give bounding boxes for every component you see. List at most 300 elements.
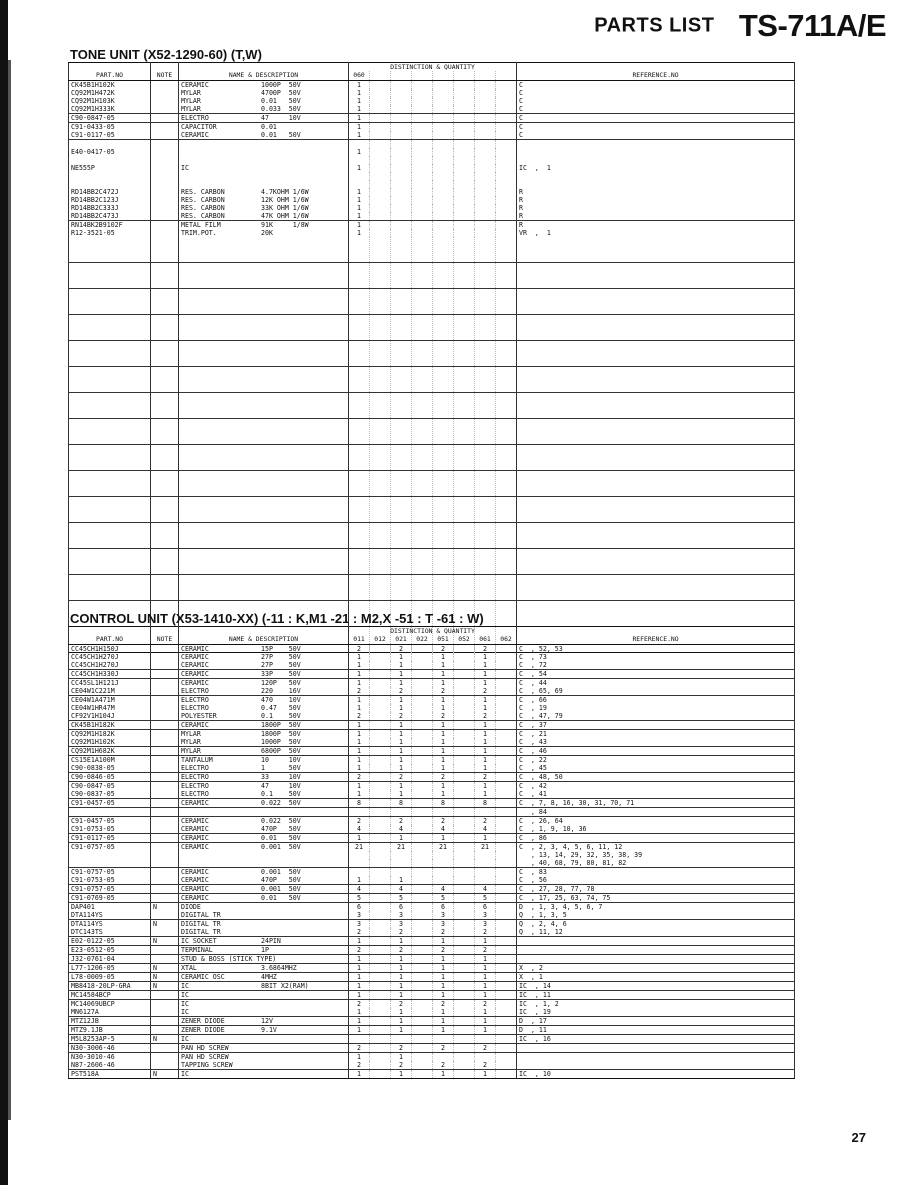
- part-description: 470P 50V: [261, 825, 301, 833]
- name-desc-cell: [179, 937, 349, 946]
- table-row: [69, 982, 795, 991]
- part-description: 0.033 50V: [261, 105, 301, 113]
- quantity-cell: [412, 114, 433, 123]
- note-cell: N: [151, 982, 179, 991]
- quantity-cell: [370, 140, 391, 149]
- part-number: C91-0117-05: [69, 834, 151, 843]
- quantity-cell: 21: [433, 843, 454, 852]
- note-cell: [151, 817, 179, 826]
- quantity-cell: [412, 131, 433, 140]
- dist-code: 021: [391, 635, 412, 645]
- quantity-cell: [412, 653, 433, 661]
- quantity-cell: [454, 123, 475, 132]
- table-row: [69, 928, 795, 937]
- quantity-cell: 2: [433, 946, 454, 955]
- quantity-cell: 1: [391, 704, 412, 712]
- page-header: [594, 8, 886, 44]
- quantity-cell: [496, 885, 517, 894]
- part-description: 47K OHM 1/6W: [261, 212, 309, 220]
- quantity-cell: [454, 1000, 475, 1009]
- quantity-cell: [496, 982, 517, 991]
- reference-number: C , 1, 9, 10, 36: [517, 825, 795, 834]
- table-row: [69, 172, 795, 180]
- note-cell: [151, 834, 179, 843]
- scan-shadow: [8, 60, 11, 1120]
- reference-number: C , 46: [517, 747, 795, 756]
- note-cell: [151, 679, 179, 688]
- name-desc-cell: [179, 89, 349, 97]
- part-number: C91-0757-05: [69, 885, 151, 894]
- table-row: [69, 105, 795, 114]
- quantity-cell: [370, 1053, 391, 1062]
- quantity-cell: 1: [349, 782, 370, 791]
- quantity-cell: [412, 97, 433, 105]
- part-number: J32-0761-04: [69, 955, 151, 964]
- quantity-cell: [454, 712, 475, 721]
- quantity-cell: [496, 1061, 517, 1070]
- reference-number: [517, 1053, 795, 1062]
- quantity-cell: [349, 1035, 370, 1044]
- quantity-cell: [412, 229, 433, 237]
- part-description: 0.001 50V: [261, 843, 301, 851]
- quantity-cell: [391, 204, 412, 212]
- quantity-cell: [370, 696, 391, 705]
- table-row: [69, 221, 795, 230]
- reference-number: IC , 1, 2: [517, 1000, 795, 1009]
- quantity-cell: 3: [433, 920, 454, 929]
- part-name: MYLAR: [181, 738, 201, 746]
- name-desc-cell: [179, 712, 349, 721]
- dist-code: 061: [475, 635, 496, 645]
- quantity-cell: [454, 843, 475, 852]
- quantity-cell: 1: [349, 1070, 370, 1079]
- quantity-cell: [496, 1017, 517, 1026]
- note-cell: N: [151, 973, 179, 982]
- quantity-cell: [391, 851, 412, 859]
- quantity-cell: [433, 221, 454, 230]
- quantity-cell: 1: [391, 955, 412, 964]
- quantity-cell: [370, 817, 391, 826]
- quantity-cell: [454, 653, 475, 661]
- note-cell: [151, 868, 179, 877]
- blank-row: [69, 393, 795, 419]
- quantity-cell: [370, 756, 391, 765]
- quantity-cell: 1: [391, 991, 412, 1000]
- quantity-cell: [454, 937, 475, 946]
- name-desc-cell: [179, 670, 349, 679]
- quantity-cell: [475, 140, 496, 149]
- table-header-row: [69, 71, 795, 81]
- quantity-cell: 1: [433, 670, 454, 679]
- quantity-cell: [370, 229, 391, 237]
- quantity-cell: [496, 834, 517, 843]
- quantity-cell: [370, 196, 391, 204]
- table-row: [69, 851, 795, 859]
- part-number: N30-3006-46: [69, 1044, 151, 1053]
- quantity-cell: [370, 911, 391, 920]
- quantity-cell: [433, 851, 454, 859]
- note-cell: [151, 653, 179, 661]
- quantity-cell: [496, 148, 517, 156]
- quantity-cell: [370, 1026, 391, 1035]
- quantity-cell: 1: [349, 747, 370, 756]
- name-desc-cell: [179, 131, 349, 140]
- quantity-cell: 1: [349, 196, 370, 204]
- quantity-cell: [412, 747, 433, 756]
- quantity-cell: [370, 653, 391, 661]
- quantity-cell: [454, 859, 475, 868]
- quantity-cell: 1: [475, 670, 496, 679]
- quantity-cell: 3: [433, 911, 454, 920]
- quantity-cell: 2: [391, 928, 412, 937]
- quantity-cell: 1: [349, 123, 370, 132]
- table-row: [69, 1017, 795, 1026]
- quantity-cell: [370, 920, 391, 929]
- quantity-cell: [412, 955, 433, 964]
- quantity-cell: [496, 212, 517, 221]
- part-number: [69, 859, 151, 868]
- quantity-cell: 1: [391, 721, 412, 730]
- quantity-cell: [496, 808, 517, 817]
- blank-row: [69, 497, 795, 523]
- quantity-cell: [454, 928, 475, 937]
- quantity-cell: [412, 1070, 433, 1079]
- quantity-cell: [391, 97, 412, 105]
- table-row: [69, 1000, 795, 1009]
- table-row: [69, 868, 795, 877]
- quantity-cell: [412, 188, 433, 196]
- quantity-cell: [412, 834, 433, 843]
- part-name: CERAMIC: [181, 670, 209, 678]
- blank-row: [69, 549, 795, 575]
- note-cell: [151, 164, 179, 172]
- name-desc-cell: [179, 114, 349, 123]
- reference-number: C: [517, 123, 795, 132]
- quantity-cell: [412, 730, 433, 739]
- quantity-cell: [496, 1026, 517, 1035]
- quantity-cell: [496, 1008, 517, 1017]
- quantity-cell: 1: [475, 1026, 496, 1035]
- quantity-cell: 2: [349, 773, 370, 782]
- part-name: CERAMIC: [181, 834, 209, 842]
- quantity-cell: 2: [433, 712, 454, 721]
- table-row: [69, 1053, 795, 1062]
- part-name: TRIM.POT.: [181, 229, 217, 237]
- table-row: [69, 164, 795, 172]
- part-number: [69, 851, 151, 859]
- blank-row: [69, 471, 795, 497]
- part-number: M5L8253AP-5: [69, 1035, 151, 1044]
- quantity-cell: 2: [433, 773, 454, 782]
- quantity-cell: 1: [391, 1008, 412, 1017]
- control-unit-table: [68, 626, 795, 1079]
- reference-number: C , 26, 64: [517, 817, 795, 826]
- distinction-header: DISTINCTION & QUANTITY: [349, 63, 517, 72]
- quantity-cell: [370, 894, 391, 903]
- quantity-cell: [454, 817, 475, 826]
- table-row: [69, 747, 795, 756]
- reference-number: IC , 11: [517, 991, 795, 1000]
- quantity-cell: [412, 756, 433, 765]
- quantity-cell: 2: [433, 645, 454, 654]
- blank-row: [69, 445, 795, 471]
- quantity-cell: [475, 105, 496, 114]
- note-cell: N: [151, 937, 179, 946]
- quantity-cell: [370, 946, 391, 955]
- table-row: [69, 911, 795, 920]
- quantity-cell: 1: [349, 148, 370, 156]
- quantity-cell: [496, 123, 517, 132]
- part-name: RES. CARBON: [181, 196, 225, 204]
- quantity-cell: [370, 730, 391, 739]
- quantity-cell: [412, 911, 433, 920]
- table-row: [69, 188, 795, 196]
- quantity-cell: 1: [349, 1017, 370, 1026]
- reference-number: [517, 180, 795, 188]
- part-name: PAN HD SCREW: [181, 1044, 229, 1052]
- reference-number: [517, 955, 795, 964]
- quantity-cell: 1: [475, 747, 496, 756]
- part-description: 33P 50V: [261, 670, 301, 678]
- quantity-cell: [412, 773, 433, 782]
- quantity-cell: [475, 156, 496, 164]
- quantity-cell: [370, 1035, 391, 1044]
- name-desc-cell: [179, 229, 349, 237]
- quantity-cell: [454, 1017, 475, 1026]
- table-row: [69, 808, 795, 817]
- part-description: 47 10V: [261, 114, 301, 122]
- part-description: 33 10V: [261, 773, 301, 781]
- quantity-cell: [412, 204, 433, 212]
- part-name: CERAMIC: [181, 799, 209, 807]
- quantity-cell: [412, 903, 433, 912]
- quantity-cell: [412, 196, 433, 204]
- quantity-cell: [412, 738, 433, 747]
- reference-number: R: [517, 196, 795, 204]
- quantity-cell: 2: [349, 1044, 370, 1053]
- quantity-cell: [391, 1035, 412, 1044]
- quantity-cell: 2: [349, 712, 370, 721]
- part-name: POLYESTER: [181, 712, 217, 720]
- quantity-cell: 1: [433, 730, 454, 739]
- quantity-cell: 21: [475, 843, 496, 852]
- quantity-cell: [496, 946, 517, 955]
- part-name: RES. CARBON: [181, 212, 225, 220]
- blank-row: [69, 263, 795, 289]
- dist-code: 062: [496, 635, 517, 645]
- part-description: 9.1V: [261, 1026, 277, 1034]
- quantity-cell: 5: [475, 894, 496, 903]
- part-number: CC45CH1H330J: [69, 670, 151, 679]
- quantity-cell: 1: [349, 1008, 370, 1017]
- quantity-cell: [454, 221, 475, 230]
- name-desc-cell: [179, 1044, 349, 1053]
- quantity-cell: [412, 868, 433, 877]
- quantity-cell: [475, 221, 496, 230]
- quantity-cell: [370, 645, 391, 654]
- table-row: [69, 156, 795, 164]
- quantity-cell: [412, 764, 433, 773]
- part-number: E23-0512-05: [69, 946, 151, 955]
- table-row: [69, 790, 795, 799]
- quantity-cell: [454, 764, 475, 773]
- part-number: R12-3521-05: [69, 229, 151, 237]
- name-desc-cell: [179, 679, 349, 688]
- name-desc-cell: [179, 817, 349, 826]
- quantity-cell: 2: [475, 817, 496, 826]
- part-number: C91-0117-05: [69, 131, 151, 140]
- table-row: [69, 946, 795, 955]
- quantity-cell: [370, 903, 391, 912]
- quantity-cell: [454, 229, 475, 237]
- table-row: [69, 653, 795, 661]
- quantity-cell: 1: [433, 679, 454, 688]
- quantity-cell: [391, 180, 412, 188]
- name-desc-cell: [179, 221, 349, 230]
- quantity-cell: 8: [433, 799, 454, 808]
- note-cell: [151, 764, 179, 773]
- table-row: [69, 712, 795, 721]
- table-row: [69, 123, 795, 132]
- part-number: N30-3010-46: [69, 1053, 151, 1062]
- quantity-cell: 1: [475, 834, 496, 843]
- quantity-cell: [454, 645, 475, 654]
- part-number: CQ92M1H333K: [69, 105, 151, 114]
- quantity-cell: 1: [391, 782, 412, 791]
- quantity-cell: [433, 1053, 454, 1062]
- quantity-cell: 1: [391, 738, 412, 747]
- reference-number: C , 44: [517, 679, 795, 688]
- quantity-cell: [370, 868, 391, 877]
- reference-number: R: [517, 212, 795, 221]
- blank-row: [69, 237, 795, 263]
- part-number: DTA114YS: [69, 920, 151, 929]
- quantity-cell: [412, 885, 433, 894]
- quantity-cell: 1: [475, 704, 496, 712]
- quantity-cell: [370, 670, 391, 679]
- quantity-cell: 1: [433, 790, 454, 799]
- part-description: 0.01 50V: [261, 97, 301, 105]
- quantity-cell: 2: [433, 1044, 454, 1053]
- part-no-header: PART.NO: [69, 635, 151, 645]
- quantity-cell: [496, 679, 517, 688]
- name-desc-cell: [179, 123, 349, 132]
- quantity-cell: 1: [391, 679, 412, 688]
- quantity-cell: 1: [349, 221, 370, 230]
- part-name: ELECTRO: [181, 696, 209, 704]
- part-name: CERAMIC: [181, 825, 209, 833]
- quantity-cell: [412, 851, 433, 859]
- reference-number: C , 41: [517, 790, 795, 799]
- quantity-cell: 1: [433, 1008, 454, 1017]
- part-name: ELECTRO: [181, 704, 209, 712]
- control-unit-title: CONTROL UNIT (X53-1410-XX) (-11 : K,M1 -21 : M2,X -51 : T -61 : W): [70, 611, 484, 626]
- name-desc-cell: [179, 687, 349, 696]
- quantity-cell: [454, 721, 475, 730]
- quantity-cell: [391, 868, 412, 877]
- quantity-cell: 1: [475, 790, 496, 799]
- note-cell: [151, 859, 179, 868]
- dist-code: 022: [412, 635, 433, 645]
- part-number: C91-0757-05: [69, 868, 151, 877]
- table-row: [69, 1044, 795, 1053]
- quantity-cell: 1: [433, 1017, 454, 1026]
- part-number: MTZ12JB: [69, 1017, 151, 1026]
- part-description: 220 16V: [261, 687, 301, 695]
- quantity-cell: 2: [475, 773, 496, 782]
- quantity-cell: 1: [391, 730, 412, 739]
- quantity-cell: [454, 799, 475, 808]
- quantity-cell: [370, 991, 391, 1000]
- quantity-cell: [433, 212, 454, 221]
- note-cell: [151, 81, 179, 90]
- quantity-cell: [454, 747, 475, 756]
- quantity-cell: [475, 114, 496, 123]
- quantity-cell: 1: [349, 1053, 370, 1062]
- part-number: RD14BB2C473J: [69, 212, 151, 221]
- table-row: [69, 696, 795, 705]
- table-row: [69, 89, 795, 97]
- part-name: CERAMIC: [181, 894, 209, 902]
- quantity-cell: [370, 799, 391, 808]
- quantity-cell: [370, 1070, 391, 1079]
- quantity-cell: [496, 172, 517, 180]
- note-cell: [151, 1000, 179, 1009]
- name-desc-cell: [179, 148, 349, 156]
- quantity-cell: [412, 876, 433, 885]
- part-name: CERAMIC: [181, 868, 209, 876]
- note-cell: [151, 738, 179, 747]
- reference-number: Q , 1, 3, 5: [517, 911, 795, 920]
- quantity-cell: [412, 1061, 433, 1070]
- note-cell: [151, 1017, 179, 1026]
- name-desc-cell: [179, 156, 349, 164]
- quantity-cell: [370, 982, 391, 991]
- part-number: [69, 172, 151, 180]
- part-number: MC14069UBCP: [69, 1000, 151, 1009]
- quantity-cell: 1: [349, 661, 370, 670]
- name-desc-cell: [179, 1061, 349, 1070]
- part-name: PAN HD SCREW: [181, 1053, 229, 1061]
- quantity-cell: [412, 687, 433, 696]
- quantity-cell: [496, 799, 517, 808]
- note-cell: [151, 645, 179, 654]
- quantity-cell: [496, 756, 517, 765]
- name-desc-cell: [179, 172, 349, 180]
- quantity-cell: [475, 188, 496, 196]
- part-description: 4MHZ: [261, 973, 277, 981]
- part-name: CERAMIC: [181, 653, 209, 661]
- part-number: MC14584BCP: [69, 991, 151, 1000]
- part-number: C90-0847-05: [69, 782, 151, 791]
- note-cell: [151, 894, 179, 903]
- quantity-cell: [433, 81, 454, 90]
- part-number: RD14BB2C472J: [69, 188, 151, 196]
- quantity-cell: 1: [349, 97, 370, 105]
- quantity-cell: [496, 81, 517, 90]
- quantity-cell: [454, 885, 475, 894]
- quantity-cell: [412, 105, 433, 114]
- note-cell: [151, 730, 179, 739]
- quantity-cell: 1: [433, 982, 454, 991]
- quantity-cell: 1: [433, 973, 454, 982]
- part-description: 33K OHM 1/6W: [261, 204, 309, 212]
- quantity-cell: 1: [475, 764, 496, 773]
- control-unit-rows: [69, 645, 795, 1079]
- table-row: [69, 973, 795, 982]
- quantity-cell: [433, 131, 454, 140]
- quantity-cell: [412, 172, 433, 180]
